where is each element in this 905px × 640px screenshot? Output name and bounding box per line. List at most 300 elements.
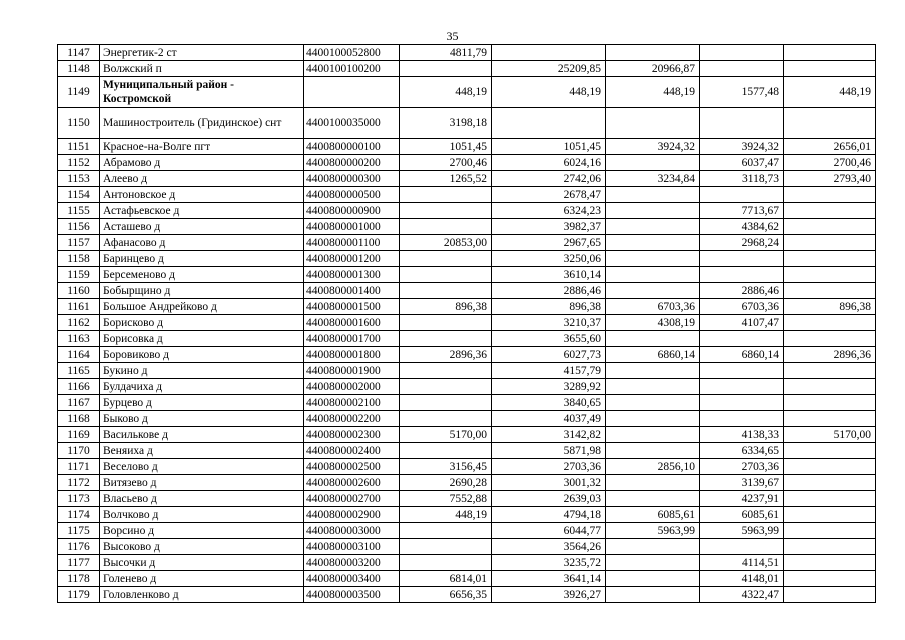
table-row [58, 539, 876, 555]
value-col-3 [606, 571, 700, 587]
row-number: 1161 [58, 299, 100, 315]
value-col-5 [784, 491, 876, 507]
settlement-name: Власьево д [100, 491, 304, 507]
settlement-name: Голенево д [100, 571, 304, 587]
value-col-3: 2856,10 [606, 459, 700, 475]
value-col-4 [700, 539, 784, 555]
value-col-1: 20853,00 [400, 235, 492, 251]
row-number: 1154 [58, 187, 100, 203]
settlement-code: 4400800001300 [304, 267, 400, 283]
settlement-name: Василькове д [100, 427, 304, 443]
value-col-4 [700, 108, 784, 139]
table-row [58, 523, 876, 539]
table-row [58, 363, 876, 379]
value-col-5 [784, 283, 876, 299]
settlement-name: Высоково д [100, 539, 304, 555]
value-col-4: 4237,91 [700, 491, 784, 507]
value-col-4: 4384,62 [700, 219, 784, 235]
settlement-code: 4400800001600 [304, 315, 400, 331]
settlement-code: 4400800001800 [304, 347, 400, 363]
settlement-name: Веняиха д [100, 443, 304, 459]
table-row [58, 491, 876, 507]
value-col-5 [784, 108, 876, 139]
value-col-5 [784, 45, 876, 61]
settlement-name: Борисовка д [100, 331, 304, 347]
value-col-2: 3250,06 [492, 251, 606, 267]
value-col-2: 2886,46 [492, 283, 606, 299]
value-col-1: 3156,45 [400, 459, 492, 475]
table-row [58, 77, 876, 108]
row-number: 1157 [58, 235, 100, 251]
value-col-3 [606, 395, 700, 411]
row-number: 1160 [58, 283, 100, 299]
settlement-code: 4400800002500 [304, 459, 400, 475]
settlement-code: 4400800003100 [304, 539, 400, 555]
settlement-name: Быково д [100, 411, 304, 427]
value-col-1 [400, 443, 492, 459]
value-col-4: 1577,48 [700, 77, 784, 108]
value-col-2: 2678,47 [492, 187, 606, 203]
row-number: 1156 [58, 219, 100, 235]
value-col-1: 1265,52 [400, 171, 492, 187]
value-col-2: 3982,37 [492, 219, 606, 235]
settlement-code: 4400800003400 [304, 571, 400, 587]
value-col-4: 2703,36 [700, 459, 784, 475]
value-col-4: 6334,65 [700, 443, 784, 459]
row-number: 1175 [58, 523, 100, 539]
table-row [58, 443, 876, 459]
value-col-1: 4811,79 [400, 45, 492, 61]
value-col-2: 3210,37 [492, 315, 606, 331]
settlement-code: 4400800000100 [304, 139, 400, 155]
row-number: 1159 [58, 267, 100, 283]
row-number: 1164 [58, 347, 100, 363]
value-col-5 [784, 571, 876, 587]
value-col-5 [784, 203, 876, 219]
value-col-2: 2639,03 [492, 491, 606, 507]
value-col-2 [492, 45, 606, 61]
value-col-2: 1051,45 [492, 139, 606, 155]
value-col-5 [784, 235, 876, 251]
value-col-1: 6814,01 [400, 571, 492, 587]
row-number: 1174 [58, 507, 100, 523]
settlement-code: 4400800001400 [304, 283, 400, 299]
settlement-code: 4400800003500 [304, 587, 400, 603]
value-col-5 [784, 219, 876, 235]
settlement-name: Алеево д [100, 171, 304, 187]
settlement-name: Абрамово д [100, 155, 304, 171]
value-col-3 [606, 235, 700, 251]
settlement-code: 4400800001200 [304, 251, 400, 267]
value-col-2: 3001,32 [492, 475, 606, 491]
value-col-4 [700, 45, 784, 61]
value-col-3 [606, 363, 700, 379]
value-col-1 [400, 379, 492, 395]
value-col-4: 5963,99 [700, 523, 784, 539]
table-row [58, 299, 876, 315]
row-number: 1153 [58, 171, 100, 187]
table-row [58, 427, 876, 443]
value-col-1 [400, 283, 492, 299]
value-col-2: 6044,77 [492, 523, 606, 539]
value-col-4: 3924,32 [700, 139, 784, 155]
settlement-code: 4400800002600 [304, 475, 400, 491]
table-row [58, 203, 876, 219]
value-col-5: 5170,00 [784, 427, 876, 443]
value-col-4: 2968,24 [700, 235, 784, 251]
value-col-2: 3926,27 [492, 587, 606, 603]
value-col-2: 6324,23 [492, 203, 606, 219]
settlement-code: 4400800002700 [304, 491, 400, 507]
value-col-4: 4148,01 [700, 571, 784, 587]
value-col-4 [700, 251, 784, 267]
value-col-5: 896,38 [784, 299, 876, 315]
value-col-3: 5963,99 [606, 523, 700, 539]
value-col-1 [400, 251, 492, 267]
row-number: 1171 [58, 459, 100, 475]
value-col-1: 6656,35 [400, 587, 492, 603]
value-col-2: 5871,98 [492, 443, 606, 459]
value-col-3 [606, 203, 700, 219]
value-col-1 [400, 395, 492, 411]
value-col-3: 448,19 [606, 77, 700, 108]
row-number: 1148 [58, 61, 100, 77]
value-col-2: 2742,06 [492, 171, 606, 187]
value-col-3: 4308,19 [606, 315, 700, 331]
value-col-3 [606, 187, 700, 203]
value-col-2: 448,19 [492, 77, 606, 108]
settlement-name: Афанасово д [100, 235, 304, 251]
table-row [58, 235, 876, 251]
table-row [58, 459, 876, 475]
value-col-2: 3641,14 [492, 571, 606, 587]
table-row [58, 283, 876, 299]
value-col-5 [784, 187, 876, 203]
settlement-code [304, 77, 400, 108]
value-col-5 [784, 507, 876, 523]
value-col-2: 896,38 [492, 299, 606, 315]
settlement-code: 4400800002100 [304, 395, 400, 411]
value-col-3 [606, 443, 700, 459]
value-col-2: 3610,14 [492, 267, 606, 283]
value-col-4: 2886,46 [700, 283, 784, 299]
value-col-5: 2700,46 [784, 155, 876, 171]
value-col-3: 20966,87 [606, 61, 700, 77]
value-col-1 [400, 411, 492, 427]
settlement-name: Красное-на-Волге пгт [100, 139, 304, 155]
row-number: 1165 [58, 363, 100, 379]
table-row [58, 555, 876, 571]
table-row [58, 251, 876, 267]
value-col-5 [784, 379, 876, 395]
value-col-4 [700, 411, 784, 427]
value-col-1 [400, 267, 492, 283]
row-number: 1150 [58, 108, 100, 139]
row-number: 1151 [58, 139, 100, 155]
value-col-2: 2967,65 [492, 235, 606, 251]
value-col-3 [606, 427, 700, 443]
value-col-3: 3234,84 [606, 171, 700, 187]
row-number: 1179 [58, 587, 100, 603]
settlement-name: Веселово д [100, 459, 304, 475]
value-col-4: 7713,67 [700, 203, 784, 219]
value-col-4: 4107,47 [700, 315, 784, 331]
value-col-5 [784, 411, 876, 427]
value-col-4: 3139,67 [700, 475, 784, 491]
page-number: 35 [446, 29, 459, 43]
row-number: 1152 [58, 155, 100, 171]
value-col-2: 3289,92 [492, 379, 606, 395]
value-col-1: 3198,18 [400, 108, 492, 139]
value-col-5 [784, 539, 876, 555]
value-col-3 [606, 587, 700, 603]
settlement-code: 4400800002000 [304, 379, 400, 395]
value-col-5 [784, 459, 876, 475]
value-col-3 [606, 379, 700, 395]
value-col-3 [606, 155, 700, 171]
value-col-3 [606, 539, 700, 555]
settlement-name: Высочки д [100, 555, 304, 571]
value-col-3 [606, 555, 700, 571]
value-col-4 [700, 363, 784, 379]
value-col-5 [784, 251, 876, 267]
table-row [58, 571, 876, 587]
value-col-2: 3840,65 [492, 395, 606, 411]
value-col-5 [784, 267, 876, 283]
table-row [58, 331, 876, 347]
value-col-4: 6037,47 [700, 155, 784, 171]
settlement-code: 4400800000300 [304, 171, 400, 187]
settlement-code: 4400100052800 [304, 45, 400, 61]
settlement-name: Букино д [100, 363, 304, 379]
settlement-name: Машиностроитель (Гридинское) снт [100, 108, 304, 139]
value-col-5 [784, 523, 876, 539]
value-col-5 [784, 61, 876, 77]
value-col-5: 2896,36 [784, 347, 876, 363]
value-col-4: 6860,14 [700, 347, 784, 363]
value-col-4 [700, 187, 784, 203]
settlement-name: Берсеменово д [100, 267, 304, 283]
value-col-3 [606, 267, 700, 283]
settlement-code: 4400100100200 [304, 61, 400, 77]
value-col-2: 3142,82 [492, 427, 606, 443]
value-col-1: 2690,28 [400, 475, 492, 491]
settlement-code: 4400800001700 [304, 331, 400, 347]
value-col-4 [700, 61, 784, 77]
value-col-1: 448,19 [400, 77, 492, 108]
settlement-code: 4400800003200 [304, 555, 400, 571]
settlement-code: 4400800002400 [304, 443, 400, 459]
value-col-4 [700, 267, 784, 283]
settlement-name: Бобырщино д [100, 283, 304, 299]
table-row [58, 587, 876, 603]
value-col-3: 6085,61 [606, 507, 700, 523]
row-number: 1168 [58, 411, 100, 427]
row-number: 1158 [58, 251, 100, 267]
value-col-1: 896,38 [400, 299, 492, 315]
settlement-name: Бурцево д [100, 395, 304, 411]
value-col-4: 3118,73 [700, 171, 784, 187]
settlement-name: Волчково д [100, 507, 304, 523]
value-col-5 [784, 395, 876, 411]
settlement-code: 4400800001500 [304, 299, 400, 315]
row-number: 1172 [58, 475, 100, 491]
settlement-code: 4400800002200 [304, 411, 400, 427]
value-col-3 [606, 491, 700, 507]
table-row [58, 379, 876, 395]
settlement-name: Антоновское д [100, 187, 304, 203]
value-col-3: 6703,36 [606, 299, 700, 315]
settlement-code: 4400800002300 [304, 427, 400, 443]
value-col-5: 448,19 [784, 77, 876, 108]
settlement-name: Ворсино д [100, 523, 304, 539]
row-number: 1178 [58, 571, 100, 587]
value-col-1 [400, 203, 492, 219]
value-col-1: 1051,45 [400, 139, 492, 155]
row-number: 1147 [58, 45, 100, 61]
settlement-name: Асташево д [100, 219, 304, 235]
value-col-1 [400, 61, 492, 77]
value-col-4 [700, 379, 784, 395]
table-row [58, 267, 876, 283]
value-col-4: 4322,47 [700, 587, 784, 603]
settlement-name: Астафьевское д [100, 203, 304, 219]
value-col-3 [606, 331, 700, 347]
settlement-code: 4400800000900 [304, 203, 400, 219]
value-col-4: 6085,61 [700, 507, 784, 523]
value-col-2 [492, 108, 606, 139]
value-col-3 [606, 475, 700, 491]
row-number: 1166 [58, 379, 100, 395]
value-col-4: 4114,51 [700, 555, 784, 571]
value-col-1: 5170,00 [400, 427, 492, 443]
row-number: 1173 [58, 491, 100, 507]
row-number: 1177 [58, 555, 100, 571]
table-row [58, 61, 876, 77]
value-col-5 [784, 475, 876, 491]
value-col-3 [606, 219, 700, 235]
value-col-5 [784, 331, 876, 347]
value-col-2: 4794,18 [492, 507, 606, 523]
table-row [58, 108, 876, 139]
settlement-name: Борисково д [100, 315, 304, 331]
settlement-name: Энергетик-2 ст [100, 45, 304, 61]
row-number: 1169 [58, 427, 100, 443]
row-number: 1163 [58, 331, 100, 347]
settlement-name: Муниципальный район - Костромской [100, 77, 304, 108]
value-col-1: 448,19 [400, 507, 492, 523]
value-col-1 [400, 539, 492, 555]
value-col-5 [784, 315, 876, 331]
settlement-name: Головленково д [100, 587, 304, 603]
value-col-5: 2656,01 [784, 139, 876, 155]
settlement-name: Большое Андрейково д [100, 299, 304, 315]
settlement-code: 4400800000500 [304, 187, 400, 203]
value-col-5 [784, 443, 876, 459]
settlement-name: Баринцево д [100, 251, 304, 267]
row-number: 1170 [58, 443, 100, 459]
settlement-code: 4400800002900 [304, 507, 400, 523]
value-col-1 [400, 555, 492, 571]
value-col-2: 3235,72 [492, 555, 606, 571]
settlement-code: 4400800001000 [304, 219, 400, 235]
table-row [58, 507, 876, 523]
value-col-4: 6703,36 [700, 299, 784, 315]
settlement-code: 4400100035000 [304, 108, 400, 139]
table-row [58, 315, 876, 331]
settlement-name: Витязево д [100, 475, 304, 491]
table-row [58, 395, 876, 411]
table-row [58, 187, 876, 203]
value-col-3: 3924,32 [606, 139, 700, 155]
settlement-name: Боровиково д [100, 347, 304, 363]
settlement-code: 4400800001900 [304, 363, 400, 379]
row-number: 1149 [58, 77, 100, 108]
row-number: 1155 [58, 203, 100, 219]
value-col-4: 4138,33 [700, 427, 784, 443]
value-col-5 [784, 587, 876, 603]
value-col-1 [400, 219, 492, 235]
table-row [58, 171, 876, 187]
value-col-2: 4037,49 [492, 411, 606, 427]
value-col-1: 7552,88 [400, 491, 492, 507]
value-col-1 [400, 523, 492, 539]
settlement-name: Волжский п [100, 61, 304, 77]
value-col-2: 2703,36 [492, 459, 606, 475]
value-col-3 [606, 283, 700, 299]
table-row [58, 45, 876, 61]
value-col-1 [400, 315, 492, 331]
table-row [58, 219, 876, 235]
value-col-1 [400, 187, 492, 203]
table-row [58, 139, 876, 155]
table-row [58, 155, 876, 171]
row-number: 1162 [58, 315, 100, 331]
value-col-5: 2793,40 [784, 171, 876, 187]
value-col-1 [400, 331, 492, 347]
value-col-3 [606, 251, 700, 267]
value-col-5 [784, 363, 876, 379]
row-number: 1176 [58, 539, 100, 555]
settlement-code: 4400800003000 [304, 523, 400, 539]
table-row [58, 347, 876, 363]
table-row [58, 475, 876, 491]
value-col-2: 3564,26 [492, 539, 606, 555]
value-col-3 [606, 108, 700, 139]
value-col-3 [606, 411, 700, 427]
value-col-1 [400, 363, 492, 379]
value-col-2: 25209,85 [492, 61, 606, 77]
value-col-2: 6024,16 [492, 155, 606, 171]
data-table [57, 44, 876, 603]
row-number: 1167 [58, 395, 100, 411]
settlement-code: 4400800000200 [304, 155, 400, 171]
value-col-4 [700, 331, 784, 347]
value-col-4 [700, 395, 784, 411]
value-col-2: 4157,79 [492, 363, 606, 379]
value-col-3: 6860,14 [606, 347, 700, 363]
table-row [58, 411, 876, 427]
value-col-1: 2896,36 [400, 347, 492, 363]
table-body [58, 45, 876, 603]
settlement-name: Булдачиха д [100, 379, 304, 395]
value-col-3 [606, 45, 700, 61]
settlement-code: 4400800001100 [304, 235, 400, 251]
value-col-2: 6027,73 [492, 347, 606, 363]
value-col-1: 2700,46 [400, 155, 492, 171]
value-col-2: 3655,60 [492, 331, 606, 347]
value-col-5 [784, 555, 876, 571]
